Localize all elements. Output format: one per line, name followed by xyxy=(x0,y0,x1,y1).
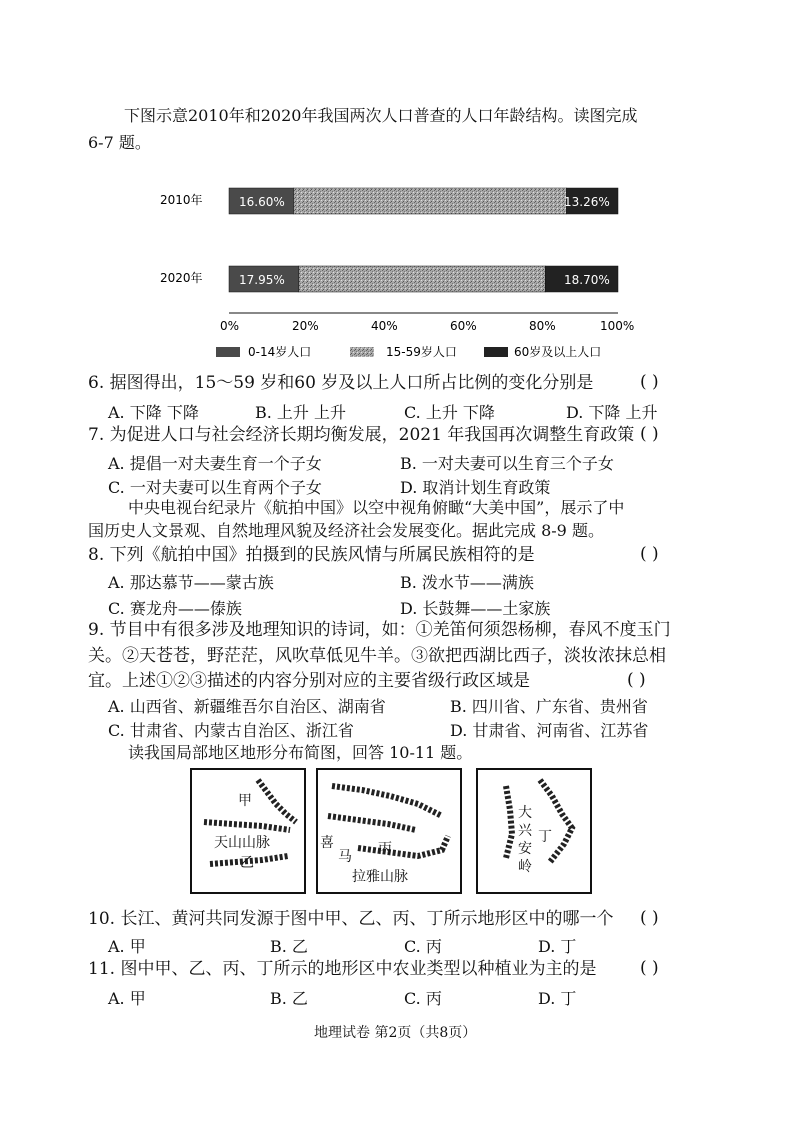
question-11-option-a: A. 甲 xyxy=(108,989,146,1008)
question-7-option-b: B. 一对夫妻可以生育三个子女 xyxy=(400,454,614,473)
question-7-answer-blank: ( ) xyxy=(640,424,659,444)
mountain-symbols-1 xyxy=(192,770,304,892)
mountain-label-xi: 喜 xyxy=(320,835,334,851)
x-tick-40: 40% xyxy=(371,319,398,333)
intro-8-9-line1: 中央电视台纪录片《航拍中国》以空中视角俯瞰“大美中国”，展示了中 xyxy=(128,498,625,517)
question-7-option-d: D. 取消计划生育政策 xyxy=(400,478,551,497)
region-label-yi: 乙 xyxy=(240,855,254,871)
question-7-option-c: C. 一对夫妻可以生育两个子女 xyxy=(108,478,322,497)
page-footer: 地理试卷 第2页（共8页） xyxy=(314,1025,477,1041)
question-9-answer-blank: ( ) xyxy=(627,670,646,690)
mountain-label-daxinganling: 大兴安岭 xyxy=(518,805,532,875)
question-6-answer-blank: ( ) xyxy=(640,372,659,392)
x-tick-60: 60% xyxy=(450,319,477,333)
question-10-stem: 10. 长江、黄河共同发源于图中甲、乙、丙、丁所示地形区中的哪一个 xyxy=(88,909,614,929)
question-8-answer-blank: ( ) xyxy=(640,544,659,564)
mountain-label-lalaya: 拉雅山脉 xyxy=(352,869,408,885)
question-9-option-c: C. 甘肃省、内蒙古自治区、浙江省 xyxy=(108,721,354,740)
data-label-0-last: 13.26% xyxy=(564,195,610,209)
x-tick-80: 80% xyxy=(529,319,556,333)
question-6-option-b: B. 上升 上升 xyxy=(255,403,347,422)
legend-label-15-59: 15-59岁人口 xyxy=(386,345,457,359)
question-11-option-c: C. 丙 xyxy=(404,989,442,1008)
bar-segment-1-1 xyxy=(299,266,545,292)
x-tick-100: 100% xyxy=(600,319,635,333)
question-8-option-a: A. 那达慕节——蒙古族 xyxy=(108,573,274,592)
question-6-option-c: C. 上升 下降 xyxy=(404,403,495,422)
legend-swatch-60plus xyxy=(484,347,508,357)
legend-swatch-15-59 xyxy=(350,347,374,357)
question-7-stem: 7. 为促进人口与社会经济长期均衡发展，2021 年我国再次调整生育政策 xyxy=(88,425,635,445)
question-6-option-d: D. 下降 上升 xyxy=(566,403,658,422)
intro-6-7-line1: 下图示意2010年和2020年我国两次人口普查的人口年龄结构。读图完成 xyxy=(124,106,638,125)
question-7-option-a: A. 提倡一对夫妻生育一个子女 xyxy=(108,454,322,473)
question-11-option-b: B. 乙 xyxy=(270,989,308,1008)
question-9-line3: 宜。上述①②③描述的内容分别对应的主要省级行政区域是 xyxy=(88,671,530,691)
age-structure-chart xyxy=(150,178,650,363)
question-9-option-b: B. 四川省、广东省、贵州省 xyxy=(450,697,648,716)
question-9-line1: 9. 节目中有很多涉及地理知识的诗词，如：①羌笛何须怨杨柳，春风不度玉门 xyxy=(88,620,671,640)
question-6-stem: 6. 据图得出，15～59 岁和60 岁及以上人口所占比例的变化分别是 xyxy=(88,373,594,393)
mountain-label-ma: 马 xyxy=(338,849,352,865)
bar-segment-0-1 xyxy=(294,188,567,214)
question-9-line2: 关。②天苍苍，野茫茫，风吹草低见牛羊。③欲把西湖比西子，淡妆浓抹总相 xyxy=(88,646,666,666)
intro-8-9-line2: 国历史人文景观、自然地理风貌及经济社会发展变化。据此完成 8-9 题。 xyxy=(88,521,604,540)
data-label-1-first: 17.95% xyxy=(239,273,285,287)
intro-6-7-line2: 6-7 题。 xyxy=(88,133,151,152)
region-label-ding: 丁 xyxy=(538,829,552,845)
legend-swatch-0-14 xyxy=(216,347,240,357)
question-10-answer-blank: ( ) xyxy=(640,908,659,928)
legend-label-60plus: 60岁及以上人口 xyxy=(514,345,602,359)
question-10-option-b: B. 乙 xyxy=(270,937,308,956)
question-6-option-a: A. 下降 下降 xyxy=(108,403,199,422)
mountain-symbols-3 xyxy=(478,770,590,892)
question-8-option-c: C. 赛龙舟——傣族 xyxy=(108,599,242,618)
question-11-stem: 11. 图中甲、乙、丙、丁所示的地形区中农业类型以种植业为主的是 xyxy=(88,959,597,979)
question-11-option-d: D. 丁 xyxy=(538,989,577,1008)
question-10-option-a: A. 甲 xyxy=(108,937,146,956)
intro-10-11: 读我国局部地区地形分布简图，回答 10-11 题。 xyxy=(128,743,473,762)
category-label-2010: 2010年 xyxy=(160,193,203,207)
data-label-0-first: 16.60% xyxy=(239,195,285,209)
question-9-option-d: D. 甘肃省、河南省、江苏省 xyxy=(450,721,649,740)
question-10-option-d: D. 丁 xyxy=(538,937,577,956)
region-label-jia: 甲 xyxy=(238,793,252,809)
question-10-option-c: C. 丙 xyxy=(404,937,442,956)
data-label-1-last: 18.70% xyxy=(564,273,610,287)
x-tick-20: 20% xyxy=(292,319,319,333)
category-label-2020: 2020年 xyxy=(160,271,203,285)
mountain-label-tianshan: 天山山脉 xyxy=(214,835,270,851)
map-panel-1 xyxy=(190,768,306,894)
question-8-option-d: D. 长鼓舞——土家族 xyxy=(400,599,551,618)
question-8-stem: 8. 下列《航拍中国》拍摄到的民族风情与所属民族相符的是 xyxy=(88,545,535,565)
map-panel-3 xyxy=(476,768,592,894)
legend-label-0-14: 0-14岁人口 xyxy=(248,345,312,359)
question-11-answer-blank: ( ) xyxy=(640,958,659,978)
region-label-bing: 丙 xyxy=(378,841,392,857)
map-panel-2 xyxy=(316,768,462,894)
question-9-option-a: A. 山西省、新疆维吾尔自治区、湖南省 xyxy=(108,697,386,716)
x-tick-0: 0% xyxy=(220,319,240,333)
question-8-option-b: B. 泼水节——满族 xyxy=(400,573,534,592)
